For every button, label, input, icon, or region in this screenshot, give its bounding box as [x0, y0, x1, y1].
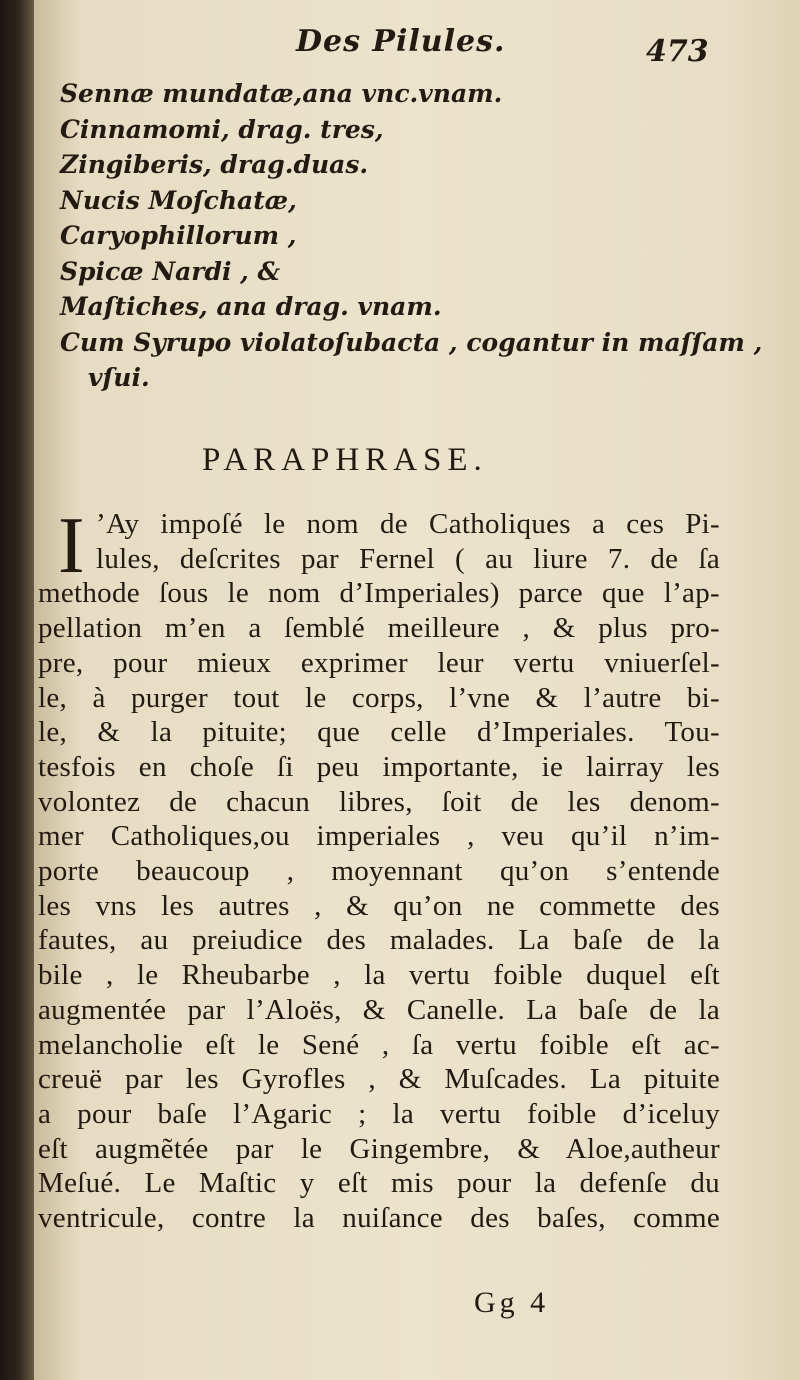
- body-line: Meſué. Le Maſtic y eſt mis pour la defenſe du: [38, 1167, 720, 1200]
- recipe-line: Maſtiches, ana drag. vnam.: [60, 292, 442, 321]
- body-line: porte beaucoup , moyennant qu’on s’entende: [38, 855, 720, 887]
- body-line: tesfois en choſe ſi peu importante, ie lairray les: [38, 750, 720, 783]
- body-line: le, à purger tout le corps, l’vne & l’autre bi-: [38, 681, 720, 714]
- running-header-title: Des Pilules.: [296, 24, 506, 59]
- body-line: augmentée par l’Aloës, & Canelle. La baſe de la: [38, 993, 720, 1026]
- body-line: methode ſous le nom d’Imperiales) parce que l’ap-: [38, 577, 720, 610]
- body-line: creuë par les Gyrofles , & Muſcades. La pituite: [38, 1063, 720, 1096]
- body-line: volontez de chacun libres, ſoit de les denom-: [38, 785, 720, 818]
- recipe-line: Sennæ mundatæ,ana vnc.vnam.: [60, 79, 503, 108]
- recipe-line: vſui.: [88, 363, 150, 392]
- body-line: pre, pour mieux exprimer leur vertu vniuerſel-: [38, 646, 720, 679]
- book-page: [34, 0, 800, 1380]
- signature-mark: Gg 4: [474, 1286, 550, 1319]
- recipe-line: Caryophillorum ,: [60, 221, 297, 250]
- body-line: bile , le Rheubarbe , la vertu foible duquel eſt: [38, 959, 720, 992]
- body-line: pellation m’en a ſemblé meilleure , & plus pro-: [38, 612, 720, 645]
- body-line: eſt augmẽtée par le Gingembre, & Aloe,autheur: [38, 1132, 720, 1165]
- body-line: melancholie eſt le Sené , ſa vertu foible eſt ac-: [38, 1028, 720, 1061]
- recipe-line: Nucis Moſchatæ,: [60, 185, 297, 215]
- body-line: fautes, au preiudice des malades. La baſe de la: [38, 924, 720, 957]
- recipe-line: Spicæ Nardi , &: [60, 256, 281, 286]
- body-line: lules, deſcrites par Fernel ( au liure 7. de ſa: [96, 542, 720, 575]
- recipe-line: Zingiberis, drag.duas.: [60, 150, 369, 179]
- body-line: mer Catholiques,ou imperiales , veu qu’il n’im-: [38, 820, 720, 853]
- section-heading: PARAPHRASE.: [202, 442, 488, 478]
- body-line: a pour baſe l’Agaric ; la vertu foible d’iceluy: [38, 1097, 720, 1130]
- recipe-list: [60, 76, 762, 396]
- body-line: le, & la pituite; que celle d’Imperiales. Tou-: [38, 716, 720, 749]
- recipe-line: Cum Syrupo violatoſubacta , cogantur in maſſam ,: [60, 327, 763, 357]
- body-line: les vns les autres , & qu’on ne commette des: [38, 889, 720, 922]
- body-line: ventricule, contre la nuiſance des baſes, comme: [38, 1202, 720, 1234]
- page-number: 473: [646, 34, 709, 69]
- drop-cap: I: [58, 502, 85, 590]
- body-line: ’Ay impoſé le nom de Catholiques a ces Pi-: [96, 508, 720, 540]
- recipe-line: Cinnamomi, drag. tres,: [60, 114, 384, 144]
